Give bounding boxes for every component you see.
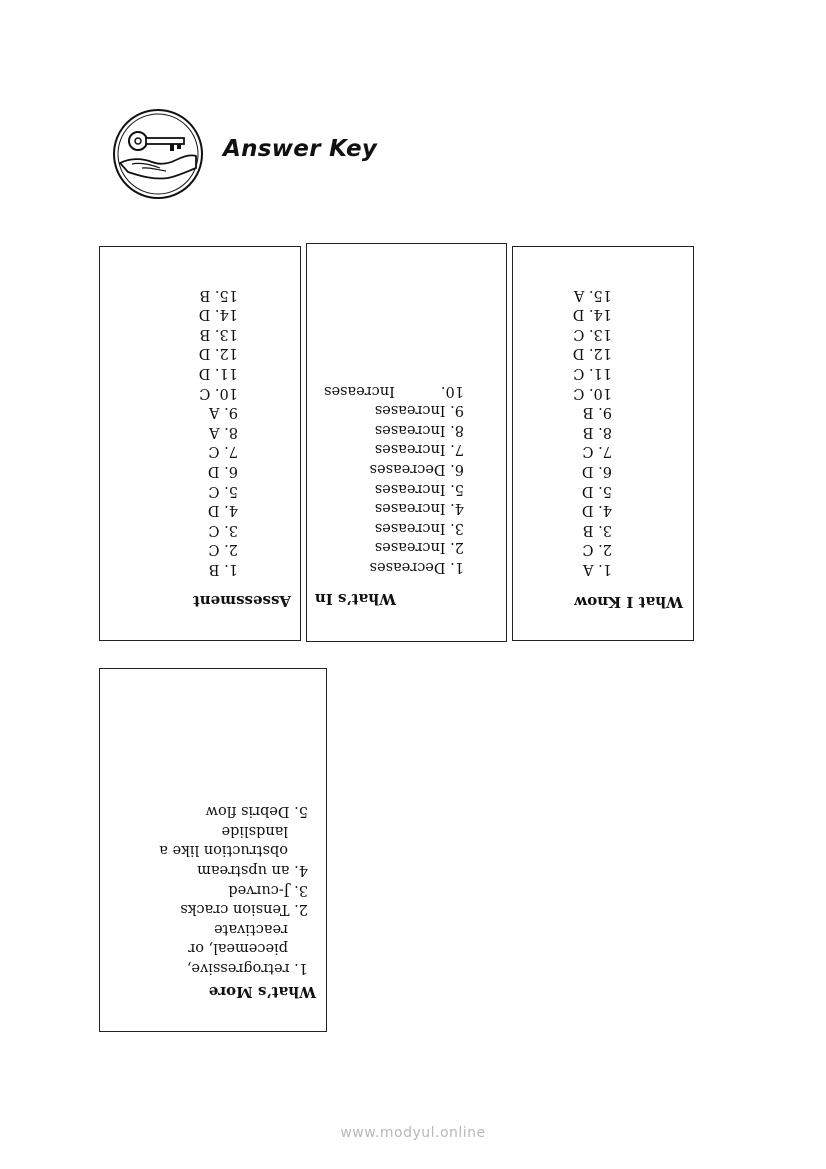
list-item: 2. Increases [374,539,464,556]
list-item: 8. A [209,423,238,440]
list-item: landslide [221,822,288,839]
list-item: 12. D [572,345,612,362]
list-item: 3. J-curved [228,881,308,898]
list-item: 8. B [582,423,612,440]
list-item: 1. A [583,561,612,577]
list-item: 4. D [207,502,238,519]
list-item: 2. C [208,541,238,558]
whats-more-list [159,801,308,977]
list-item: 9. Increases [374,402,464,419]
list-item: 5. Debris flow [205,803,308,820]
list-item: 4. Increases [374,500,464,517]
whats-in-box [306,243,507,642]
whats-more-box [99,668,327,1032]
list-item: 14. D [198,306,238,323]
list-item: 8. Increases [374,421,464,438]
list-item: 4. D [581,502,612,519]
list-item: 13. C [573,325,612,342]
list-item: 7. Increases [374,441,464,458]
list-item: 5. Increases [374,480,464,497]
list-item: 6. Decreases [369,461,464,478]
list-item: 7. C [208,443,238,460]
what-i-know-heading: What I Know [574,593,683,611]
list-item: 15. A [573,286,612,303]
list-item: 5. C [208,482,238,499]
list-item: 3. C [208,521,238,538]
list-item: 10. Increases [324,382,464,399]
assessment-heading: Assessment [192,592,291,610]
what-i-know-list [573,284,612,578]
list-item: 2. Tension cracks [180,901,308,918]
list-item: 6. D [207,463,238,480]
list-item: 13. B [199,325,238,342]
what-i-know-box [512,246,694,641]
assessment-box [99,246,301,641]
list-item: 7. C [582,443,612,460]
list-item: 3. Increases [374,519,464,536]
whats-in-list [324,380,464,576]
list-item: piecemeal, or [188,940,288,957]
list-item: 6. D [581,463,612,480]
list-item: 11. D [198,365,238,382]
list-item: 1. Decreases [369,559,464,575]
list-item: 3. B [582,521,612,538]
list-item: 2. C [582,541,612,558]
page-title: Answer Key [223,136,378,162]
whats-more-heading: What’s More [208,983,316,1001]
list-item: 10. C [199,384,238,401]
list-item: 9. A [209,404,238,421]
whats-in-heading: What’s In [314,590,396,608]
list-item: 15. B [199,286,238,303]
key-in-hand-icon [112,108,204,200]
list-item: 14. D [572,306,612,323]
list-item: reactivate [214,920,288,937]
list-item: 1. retrogressive, [186,960,308,976]
list-item: 10. C [573,384,612,401]
list-item: 5. D [581,482,612,499]
list-item: 9. B [582,404,612,421]
list-item: 11. C [573,365,612,382]
list-item: 1. B [208,561,238,577]
footer-watermark: www.modyul.online [340,1125,486,1141]
assessment-list [199,284,238,578]
list-item: obstruction like a [159,842,288,859]
list-item: 4. an upstream [197,862,308,879]
list-item: 12. D [198,345,238,362]
